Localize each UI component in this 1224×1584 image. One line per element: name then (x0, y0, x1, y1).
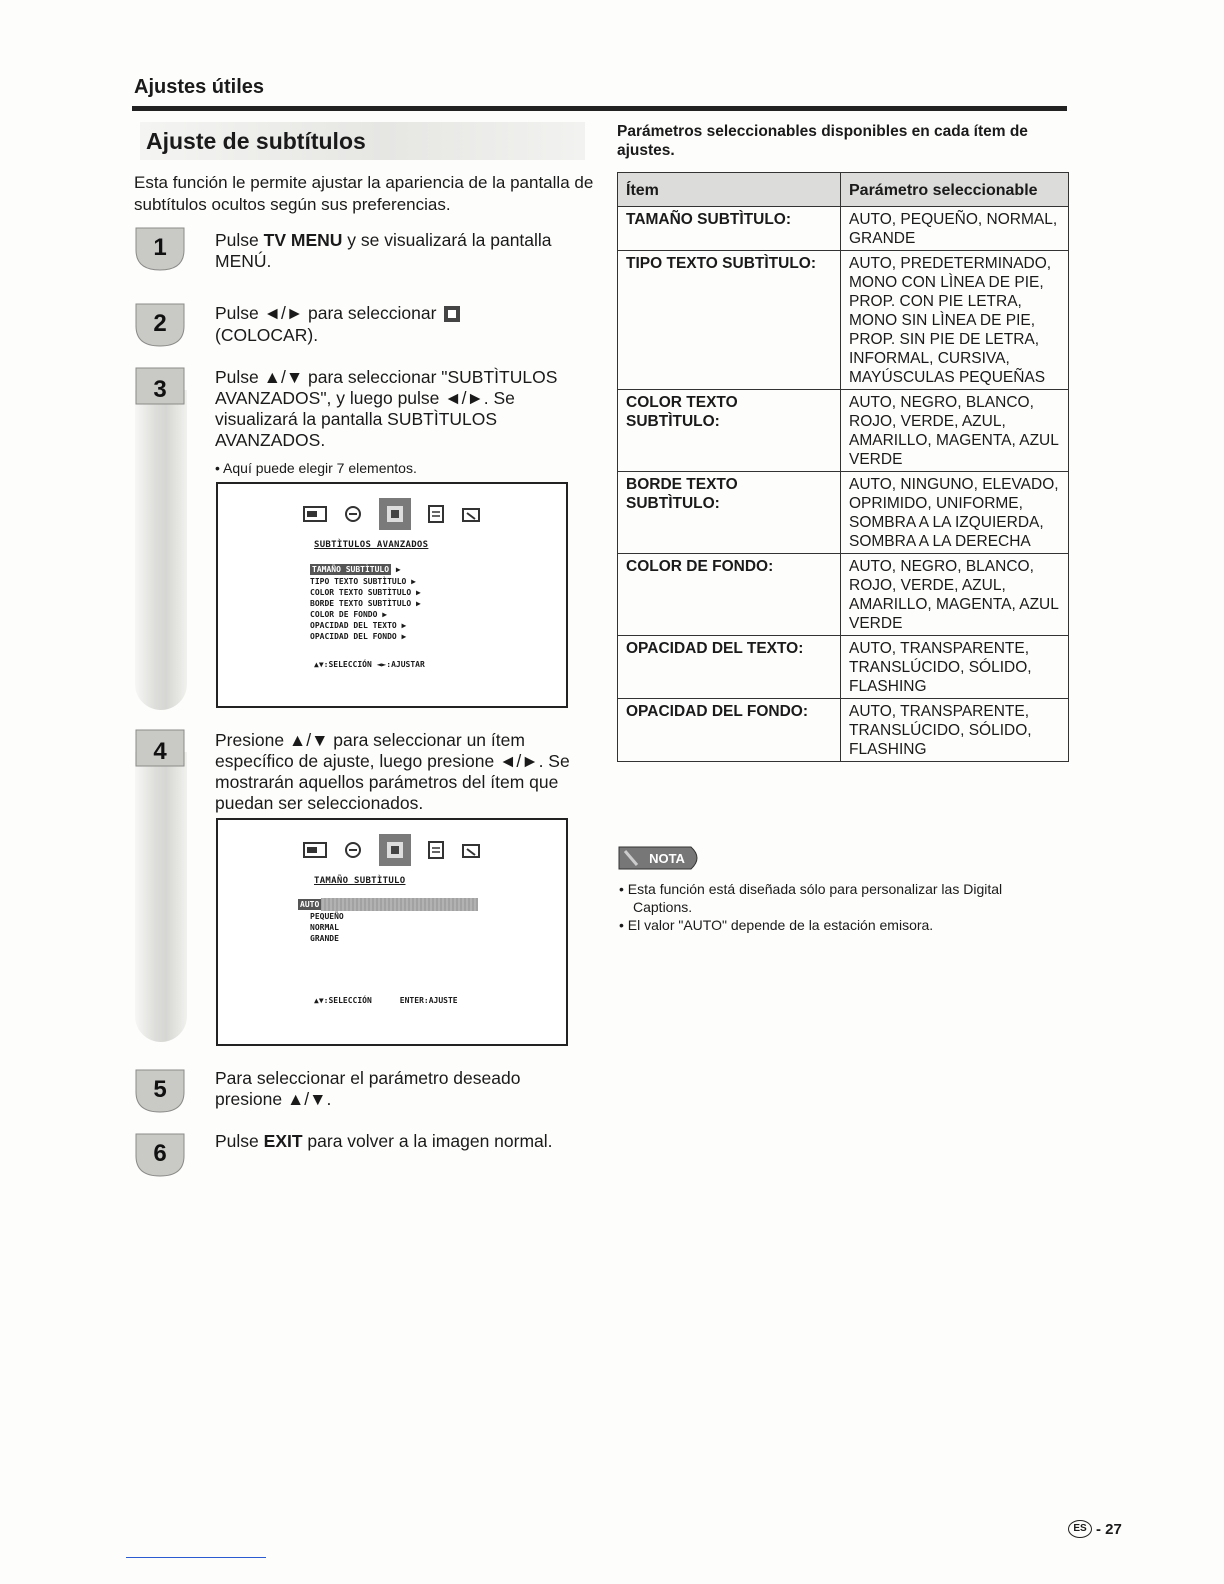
table-row (618, 699, 1069, 762)
table-row (618, 390, 1069, 472)
table-cell-params: AUTO, NEGRO, BLANCO, ROJO, VERDE, AZUL, AMARILLO, MAGENTA, AZUL VERDE (841, 390, 1069, 472)
header-rule (132, 106, 1067, 111)
step-4-number: 4 (153, 738, 167, 765)
osd-title: SUBTÌTULOS AVANZADOS (314, 540, 429, 550)
step-3-badge (134, 364, 186, 412)
table-cell-params: AUTO, PREDETERMINADO, MONO CON LÌNEA DE PIE, PROP. CON PIE LETRA, MONO SIN LÌNEA DE PIE, PROP. SIN PIE DE LETRA, INFORMAL, CURSIVA, MAYÚSCULAS PEQUEÑAS (841, 251, 1069, 390)
params-table (617, 172, 1069, 762)
osd-option[interactable]: PEQUEÑO (310, 912, 344, 921)
step-3-bar (135, 390, 187, 710)
osd-item-selected[interactable]: TAMAÑO SUBTÌTULO (312, 565, 390, 574)
step-2-text: Pulse ◄/► para seleccionar (COLOCAR). (215, 303, 580, 346)
table-cell-params: AUTO, TRANSPARENTE, TRANSLÚCIDO, SÓLIDO, FLASHING (841, 699, 1069, 762)
option-icon (427, 840, 445, 860)
osd-title: TAMAÑO SUBTÌTULO (314, 876, 406, 886)
setup-icon-selected (379, 498, 411, 530)
step-6-badge (134, 1130, 186, 1178)
intro-text: Esta función le permite ajustar la apariencia de la pantalla de subtítulos ocultos según sus preferencias. (134, 173, 594, 214)
table-header-row (618, 173, 1069, 207)
step-6-text: Pulse EXIT para volver a la imagen normal. (215, 1131, 553, 1151)
params-title: Parámetros seleccionables disponibles en cada ítem de ajustes. (617, 123, 1028, 159)
page-number (1068, 1520, 1122, 1538)
step-3-bullet: • Aquí puede elegir 7 elementos. (215, 460, 417, 476)
step-1-text: Pulse TV MENU y se visualizará la pantalla MENÚ. (215, 230, 552, 271)
page-number-text: - 27 (1096, 1520, 1122, 1538)
nota-badge (617, 843, 705, 873)
footer-rule (126, 1557, 266, 1558)
option-icon (427, 504, 445, 524)
nota-label: NOTA (649, 851, 685, 866)
note-item: • El valor "AUTO" depende de la estación emisora. (619, 917, 934, 933)
step-5-number: 5 (153, 1076, 167, 1103)
table-header-item: Ítem (618, 173, 841, 207)
table-row (618, 251, 1069, 390)
osd-option-list (298, 898, 478, 944)
page-title: Ajuste de subtítulos (146, 128, 366, 154)
table-row (618, 636, 1069, 699)
table-cell-item: OPACIDAD DEL TEXTO: (618, 636, 841, 699)
lock-icon (461, 841, 481, 859)
step-4-badge (134, 726, 186, 774)
table-cell-item: BORDE TEXTO SUBTÌTULO: (618, 472, 841, 554)
table-cell-params: AUTO, NEGRO, BLANCO, ROJO, VERDE, AZUL, AMARILLO, MAGENTA, AZUL VERDE (841, 554, 1069, 636)
table-row (618, 554, 1069, 636)
setup-icon-selected (379, 834, 411, 866)
step-4-text: Presione ▲/▼ para seleccionar un ítem específico de ajuste, luego presione ◄/►. Se mostrarán aquellos parámetros del ítem que puedan ser seleccionados. (215, 730, 570, 813)
osd-footer: ▲▼:SELECCIÓN ◄►:AJUSTAR (314, 660, 425, 669)
step-2-badge (134, 300, 186, 348)
osd-option[interactable]: NORMAL (310, 923, 339, 932)
osd-option-bar (321, 898, 478, 911)
osd-menu-list: TAMAÑO SUBTÌTULO ▶ TIPO TEXTO SUBTÌTULO ▶ COLOR TEXTO SUBTÌTULO ▶ BORDE TEXTO SUBTÌTULO ▶ COLOR DE FONDO ▶ OPACIDAD DEL TEXTO ▶ OPACIDAD DEL FONDO ▶ (310, 564, 476, 642)
table-row (618, 207, 1069, 251)
osd-screen-tamano-subtitulo (216, 818, 568, 1046)
step-3-number: 3 (153, 376, 167, 403)
osd-item[interactable]: BORDE TEXTO SUBTÌTULO ▶ (310, 599, 421, 608)
osd-item[interactable]: OPACIDAD DEL FONDO ▶ (310, 632, 407, 641)
table-cell-params: AUTO, PEQUEÑO, NORMAL, GRANDE (841, 207, 1069, 251)
step-6-number: 6 (153, 1140, 167, 1167)
setup-icon (441, 303, 463, 325)
table-cell-item: COLOR DE FONDO: (618, 554, 841, 636)
step-2-number: 2 (153, 310, 167, 337)
table-cell-params: AUTO, NINGUNO, ELEVADO, OPRIMIDO, UNIFORME, SOMBRA A LA IZQUIERDA, SOMBRA A LA DERECHA (841, 472, 1069, 554)
step-5-badge (134, 1066, 186, 1114)
osd-option-selected[interactable]: AUTO (300, 900, 320, 909)
table-cell-item: OPACIDAD DEL FONDO: (618, 699, 841, 762)
step-3-text: Pulse ▲/▼ para seleccionar "SUBTÌTULOS AVANZADOS", y luego pulse ◄/►. Se visualizará la pantalla SUBTÌTULOS AVANZADOS. • Aquí puede elegir 7 elementos. (215, 367, 580, 477)
audio-icon (343, 504, 363, 524)
language-badge: ES (1068, 1520, 1092, 1538)
osd-footer: ▲▼:SELECCIÓN ENTER:AJUSTE (314, 996, 458, 1005)
picture-icon (303, 505, 327, 523)
table-header-param: Parámetro seleccionable (841, 173, 1069, 207)
osd-item[interactable]: OPACIDAD DEL TEXTO ▶ (310, 621, 407, 630)
step-5-text: Para seleccionar el parámetro deseado presione ▲/▼. (215, 1068, 521, 1109)
table-row (618, 472, 1069, 554)
note-item: • Esta función está diseñada sólo para personalizar las Digital Captions. (619, 881, 1003, 915)
picture-icon (303, 841, 327, 859)
osd-item[interactable]: COLOR DE FONDO ▶ (310, 610, 388, 619)
table-cell-params: AUTO, TRANSPARENTE, TRANSLÚCIDO, SÓLIDO, FLASHING (841, 636, 1069, 699)
step-4-bar (135, 752, 187, 1042)
table-cell-item: TAMAÑO SUBTÌTULO: (618, 207, 841, 251)
lock-icon (461, 505, 481, 523)
osd-screen-subtitulos-avanzados (216, 482, 568, 708)
audio-icon (343, 840, 363, 860)
step-1-badge (134, 224, 186, 272)
step-1-number: 1 (153, 234, 167, 261)
table-cell-item: TIPO TEXTO SUBTÌTULO: (618, 251, 841, 390)
section-label: Ajustes útiles (134, 76, 265, 98)
table-cell-item: COLOR TEXTO SUBTÌTULO: (618, 390, 841, 472)
osd-item[interactable]: TIPO TEXTO SUBTÌTULO ▶ (310, 577, 416, 586)
notes-list (619, 880, 1059, 934)
osd-option[interactable]: GRANDE (310, 934, 339, 943)
osd-item[interactable]: COLOR TEXTO SUBTÌTULO ▶ (310, 588, 421, 597)
